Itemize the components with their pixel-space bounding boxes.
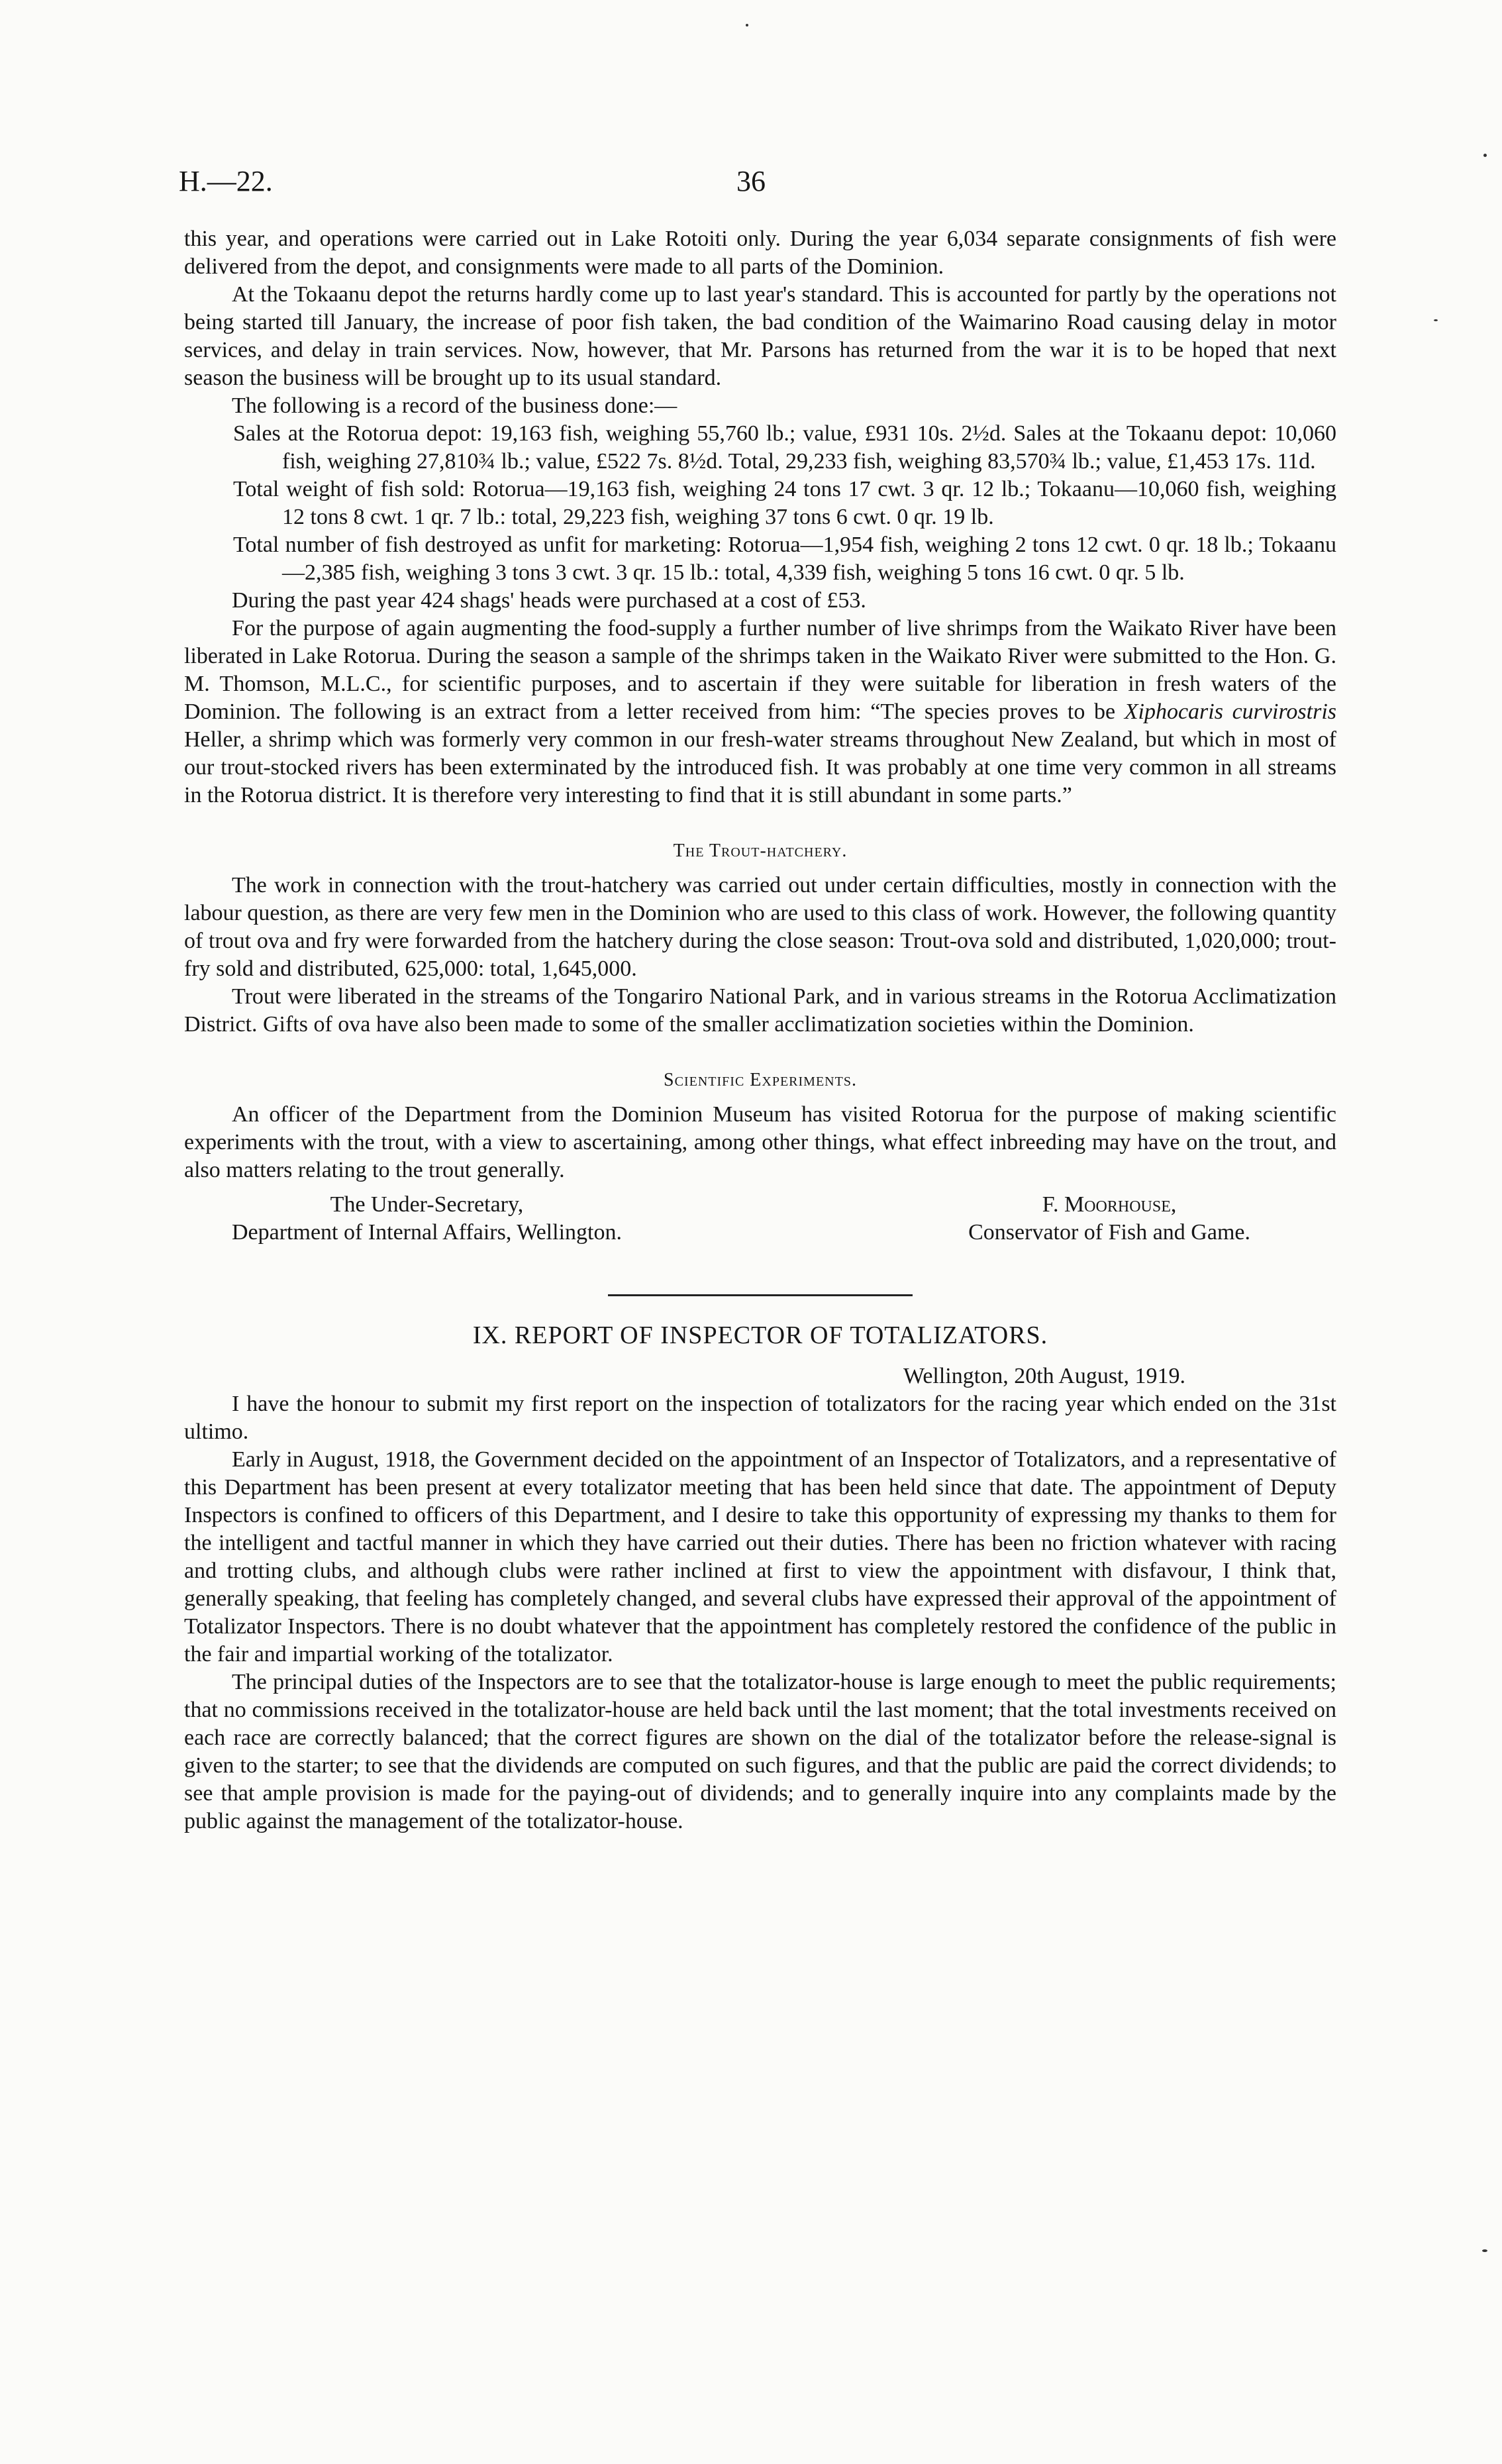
dateline: Wellington, 20th August, 1919. [903,1364,1185,1388]
paragraph: The principal duties of the Inspectors are to see that the totalizator-house is large enough to meet the public requirements; that no commissions received in the totalizator-house are held back until the last moment; that the total investments received on each race are correctly balanced; that the correct figures are shown on the dial of the totalizator before the release-signal is given to the starter; to see that the dividends are computed on such figures, and that the public are paid the correct dividends; to see that ample provision is made for the paying-out of dividends; and to generally inquire into any complaints made by the public against the management of the totalizator-house. [184,1670,1336,1833]
page-body [184,225,1336,1835]
section-divider [608,1294,913,1296]
page-number: 36 [736,165,766,197]
record-item-weight-sold: Total weight of fish sold: Rotorua—19,163 fish, weighing 24 tons 17 cwt. 3 qr. 12 lb.; Tokaanu—10,060 fish, weighing 12 tons 8 cwt. 1 qr. 7 lb.: total, 29,223 fish, weighing 37 tons 6 cwt. 0 qr. 19 lb. [233,477,1336,529]
section-heading-scientific-experiments: Scientific Experiments. [664,1070,857,1090]
text-run: Heller, a shrimp which was formerly very common in our fresh-water streams throughout New Zealand, but which in most of our trout-stocked rivers has been exterminated by the introduced fish. It was probably at one time very common in all streams in the Rotorua district. It is therefore very interesting to find that it is still abundant in some parts.” [184,727,1336,807]
addressee-line: The Under-Secretary, [330,1192,524,1217]
paragraph: The following is a record of the business done:— [232,393,677,418]
paragraph: I have the honour to submit my first report on the inspection of totalizators for the racing year which ended on the 31st ultimo. [184,1392,1336,1444]
species-name: Xiphocaris curvirostris [1124,699,1336,724]
scan-speck [1482,2249,1487,2252]
addressee [232,1191,622,1247]
signature-block [184,1191,1336,1247]
document-reference: H.—22. [179,165,273,197]
paragraph-shrimps [184,615,1336,809]
report-title: IX. REPORT OF INSPECTOR OF TOTALIZATORS. [472,1321,1048,1349]
scan-speck [746,24,748,26]
record-item-destroyed: Total number of fish destroyed as unfit for marketing: Rotorua—1,954 fish, weighing 2 tons 12 cwt. 0 qr. 18 lb.; Tokaanu—2,385 fish, weighing 3 tons 3 cwt. 3 qr. 15 lb.: total, 4,339 fish, weighing 5 tons 16 cwt. 0 qr. 5 lb. [233,533,1336,585]
paragraph: At the Tokaanu depot the returns hardly come up to last year's standard. This is accounted for partly by the operations not being started till January, the increase of poor fish taken, the bad condition of the Waimarino Road causing delay in motor services, and delay in train services. Now, however, that Mr. Parsons has returned from the war it is to be hoped that next season the business will be brought up to its usual standard. [184,282,1336,390]
scan-speck [1483,154,1487,157]
paragraph: During the past year 424 shags' heads were purchased at a cost of £53. [232,588,866,613]
paragraph: The work in connection with the trout-hatchery was carried out under certain difficulties, mostly in connection with the labour question, as there are very few men in the Dominion who are used to this class of work. However, the following quantity of trout ova and fry were forwarded from the hatchery during the close season: Trout-ova sold and distributed, 1,020,000; trout-fry sold and distributed, 625,000: total, 1,645,000. [184,873,1336,981]
signer-name: F. Moorhouse, [1042,1192,1177,1217]
text-run: For the purpose of again augmenting the food-supply a further number of live shrimps from the Waikato River have been liberated in Lake Rotorua. During the season a sample of the shrimps taken in the Waikato River were submitted to the Hon. G. M. Thomson, M.L.C., for scientific purposes, and to ascertain if they were suitable for liberation in fresh waters of the Dominion. The following is an extract from a letter received from him: “The species proves to be [184,616,1336,724]
signer [968,1191,1250,1247]
signer-title: Conservator of Fish and Game. [968,1220,1250,1245]
section-heading-trout-hatchery: The Trout-hatchery. [673,841,848,861]
record-item-sales: Sales at the Rotorua depot: 19,163 fish, weighing 55,760 lb.; value, £931 10s. 2½d. Sales at the Tokaanu depot: 10,060 fish, weighing 27,810¾ lb.; value, £522 7s. 8½d. Total, 29,233 fish, weighing 83,570¾ lb.; value, £1,453 17s. 11d. [233,421,1336,474]
paragraph: An officer of the Department from the Dominion Museum has visited Rotorua for the purpose of making scientific experiments with the trout, with a view to ascertaining, among other things, what effect inbreeding may have on the trout, and also matters relating to the trout generally. [184,1102,1336,1182]
paragraph: this year, and operations were carried out in Lake Rotoiti only. During the year 6,034 separate consignments of fish were delivered from the depot, and consignments were made to all parts of the Dominion. [184,227,1336,279]
scan-speck [1434,319,1438,321]
paragraph: Early in August, 1918, the Government decided on the appointment of an Inspector of Totalizators, and a representative of this Department has been present at every totalizator meeting that has been held since that date. The appointment of Deputy Inspectors is confined to officers of this Department, and I desire to take this opportunity of expressing my thanks to them for the intelligent and tactful manner in which they have carried out their duties. There has been no friction whatever with racing and trotting clubs, and although clubs were rather inclined at first to view the appointment with disfavour, I think that, generally speaking, that feeling has completely changed, and several clubs have expressed their approval of the appointment of Totalizator Inspectors. There is no doubt whatever that the appointment has completely restored the confidence of the public in the fair and impartial working of the totalizator. [184,1447,1336,1667]
paragraph: Trout were liberated in the streams of the Tongariro National Park, and in various streams in the Rotorua Acclimatization District. Gifts of ova have also been made to some of the smaller acclimatization societies within the Dominion. [184,984,1336,1037]
addressee-line: Department of Internal Affairs, Wellington. [232,1220,622,1245]
page-header [179,164,1323,204]
